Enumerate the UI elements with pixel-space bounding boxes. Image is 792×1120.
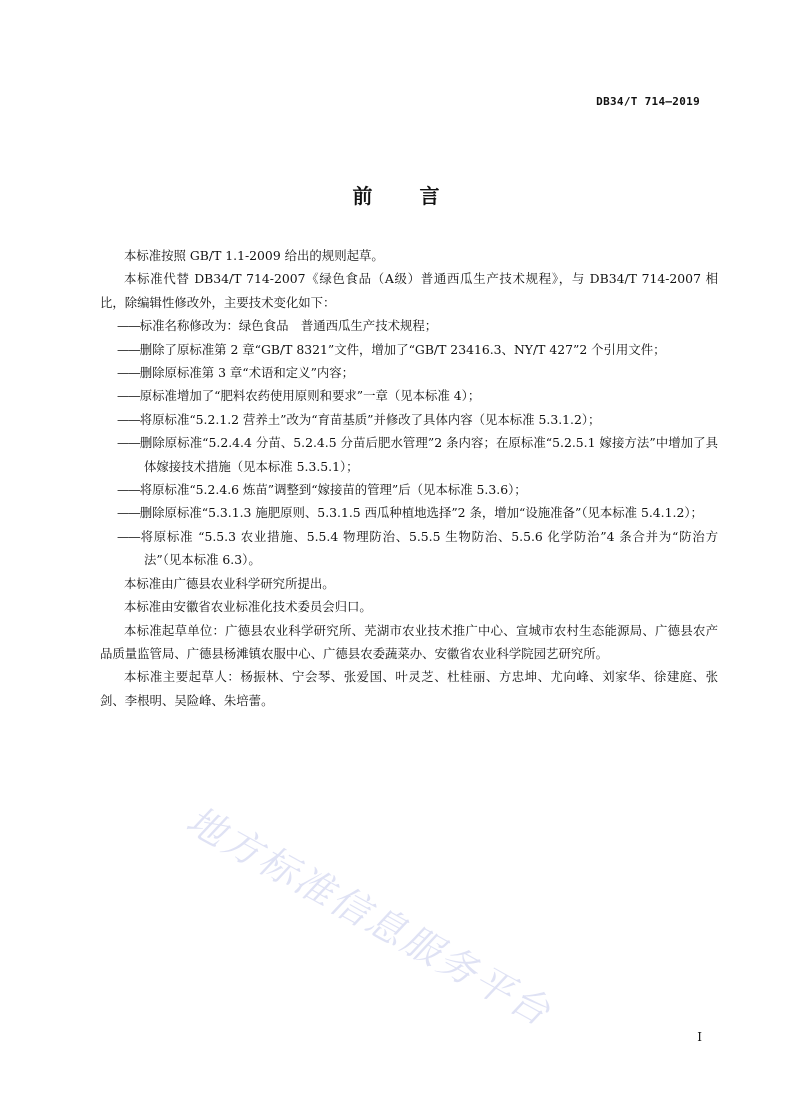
dash-marker: —— (117, 388, 140, 404)
change-list (100, 314, 718, 571)
foreword-body (100, 244, 718, 712)
dash-marker: —— (117, 365, 140, 381)
list-item-text: 删除了原标准第 2 章“GB/T 8321”文件，增加了“GB/T 23416.3、NY/T 427”2 个引用文件； (139, 341, 666, 357)
list-item (100, 338, 718, 361)
list-item-text: 原标准增加了“肥料农药使用原则和要求”一章（见本标准 4）； (139, 388, 481, 404)
list-item-text: 删除原标准第 3 章“术语和定义”内容； (139, 365, 355, 381)
list-item (100, 501, 718, 524)
list-item-text: 将原标准“5.2.1.2 营养土”改为“育苗基质”并修改了具体内容（见本标准 5.3.1.2）； (139, 411, 601, 427)
list-item-text: 删除原标准“5.2.4.4 分苗、5.2.4.5 分苗后肥水管理”2 条内容；在原标准“5.2.5.1 嫁接方法”中增加了具体嫁接技术措施（见本标准 5.3.5.1）； (139, 435, 718, 474)
list-item-text: 将原标准“5.2.4.6 炼苗”调整到“嫁接苗的管理”后（见本标准 5.3.6）； (139, 482, 527, 498)
page-number: I (697, 1030, 702, 1044)
list-item-text: 标准名称修改为：绿色食品 普通西瓜生产技术规程； (139, 318, 438, 334)
list-item (100, 525, 718, 572)
list-item (100, 384, 718, 407)
watermark-text: 地方标准信息服务平台 (179, 797, 560, 1036)
dash-marker: —— (117, 318, 140, 334)
proposed-by: 本标准由广德县农业科学研究所提出。 (124, 575, 335, 591)
dash-marker: —— (117, 528, 140, 544)
list-item (100, 478, 718, 501)
main-drafters: 本标准主要起草人：杨振林、宁会琴、张爱国、叶灵芝、杜桂丽、方忠坤、尤向峰、刘家华、徐建庭、张剑、李根明、吴险峰、朱培蕾。 (100, 669, 718, 708)
list-item (100, 408, 718, 431)
page-title: 前 言 (352, 184, 460, 208)
dash-marker: —— (117, 505, 140, 521)
list-item-text: 将原标准 “5.5.3 农业措施、5.5.4 物理防治、5.5.5 生物防治、5.5.6 化学防治”4 条合并为“防治方法”（见本标准 6.3）。 (139, 528, 718, 568)
dash-marker: —— (117, 482, 140, 498)
list-item (100, 314, 718, 337)
list-item-text: 删除原标准“5.3.1.3 施肥原则、5.3.1.5 西瓜种植地选择”2 条，增加“设施准备”（见本标准 5.4.1.2）； (139, 505, 703, 521)
dash-marker: —— (117, 435, 140, 451)
managed-by: 本标准由安徽省农业标准化技术委员会归口。 (124, 599, 372, 615)
dash-marker: —— (117, 341, 140, 357)
dash-marker: —— (117, 411, 140, 427)
list-item (100, 431, 718, 478)
intro-replacement: 本标准代替 DB34/T 714-2007《绿色食品（A级）普通西瓜生产技术规程》，与 DB34/T 714-2007 相比，除编辑性修改外，主要技术变化如下： (100, 271, 718, 310)
intro-drafting-rule: 本标准按照 GB/T 1.1-2009 给出的规则起草。 (124, 248, 384, 263)
list-item (100, 361, 718, 384)
standard-code-header: DB34/T 714—2019 (596, 95, 700, 108)
drafting-units: 本标准起草单位：广德县农业科学研究所、芜湖市农业技术推广中心、宣城市农村生态能源局、广德县农产品质量监管局、广德县杨滩镇农服中心、广德县农委蔬菜办、安徽省农业科学院园艺研究所。 (100, 622, 718, 661)
